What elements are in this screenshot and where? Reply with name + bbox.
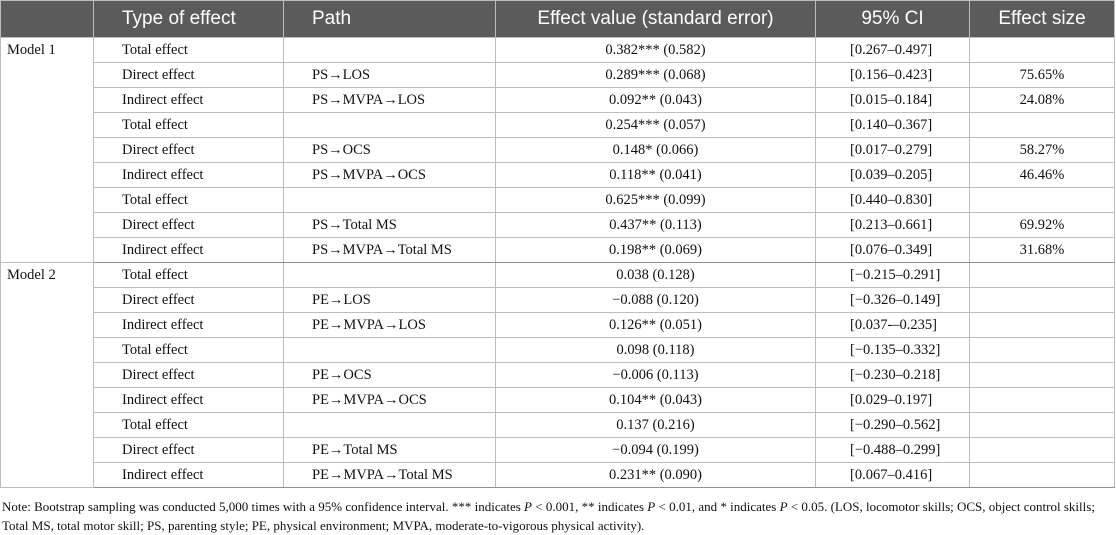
cell-effect-value: 0.092** (0.043) bbox=[496, 88, 816, 113]
cell-95-ci: [0.140–0.367] bbox=[816, 113, 970, 138]
table-row bbox=[1, 388, 1115, 413]
cell-type-of-effect: Total effect bbox=[94, 263, 284, 288]
cell-95-ci: [0.015–0.184] bbox=[816, 88, 970, 113]
cell-effect-size bbox=[970, 438, 1115, 463]
cell-type-of-effect: Indirect effect bbox=[94, 313, 284, 338]
cell-effect-size: 46.46% bbox=[970, 163, 1115, 188]
footnote-text-1: Note: Bootstrap sampling was conducted 5,000 times with a 95% confidence interval. *** indicates bbox=[2, 499, 525, 514]
table-row bbox=[1, 238, 1115, 263]
cell-type-of-effect: Direct effect bbox=[94, 63, 284, 88]
cell-effect-value: 0.231** (0.090) bbox=[496, 463, 816, 488]
cell-effect-size bbox=[970, 388, 1115, 413]
cell-path bbox=[284, 38, 496, 63]
cell-effect-size bbox=[970, 288, 1115, 313]
cell-path: PS→MVPA→OCS bbox=[284, 163, 496, 188]
footnote-p-symbol: P bbox=[779, 499, 788, 514]
cell-effect-value: 0.118** (0.041) bbox=[496, 163, 816, 188]
cell-effect-value: 0.098 (0.118) bbox=[496, 338, 816, 363]
cell-path bbox=[284, 188, 496, 213]
table-row bbox=[1, 438, 1115, 463]
cell-95-ci: [0.076–0.349] bbox=[816, 238, 970, 263]
table-row bbox=[1, 138, 1115, 163]
cell-path bbox=[284, 263, 496, 288]
cell-type-of-effect: Indirect effect bbox=[94, 88, 284, 113]
footnote-text-2: < 0.001, ** indicates bbox=[532, 499, 648, 514]
cell-type-of-effect: Direct effect bbox=[94, 288, 284, 313]
cell-type-of-effect: Total effect bbox=[94, 338, 284, 363]
cell-95-ci: [0.039–0.205] bbox=[816, 163, 970, 188]
cell-effect-value: −0.094 (0.199) bbox=[496, 438, 816, 463]
cell-95-ci: [−0.326–0.149] bbox=[816, 288, 970, 313]
cell-95-ci: [−0.215–0.291] bbox=[816, 263, 970, 288]
table-row bbox=[1, 263, 1115, 288]
cell-95-ci: [−0.135–0.332] bbox=[816, 338, 970, 363]
table-body bbox=[1, 38, 1115, 488]
cell-type-of-effect: Indirect effect bbox=[94, 238, 284, 263]
cell-effect-value: 0.148* (0.066) bbox=[496, 138, 816, 163]
header-effect-size: Effect size bbox=[970, 1, 1115, 38]
cell-type-of-effect: Direct effect bbox=[94, 363, 284, 388]
cell-effect-value: −0.088 (0.120) bbox=[496, 288, 816, 313]
cell-effect-value: 0.254*** (0.057) bbox=[496, 113, 816, 138]
model-label: Model 1 bbox=[1, 38, 94, 263]
cell-effect-value: 0.437** (0.113) bbox=[496, 213, 816, 238]
cell-path: PS→OCS bbox=[284, 138, 496, 163]
table-row bbox=[1, 113, 1115, 138]
cell-95-ci: [0.017–0.279] bbox=[816, 138, 970, 163]
cell-type-of-effect: Indirect effect bbox=[94, 463, 284, 488]
cell-95-ci: [−0.290–0.562] bbox=[816, 413, 970, 438]
footnote-text-3: < 0.01, and * indicates bbox=[655, 499, 780, 514]
cell-path bbox=[284, 113, 496, 138]
table-row bbox=[1, 338, 1115, 363]
cell-effect-size bbox=[970, 463, 1115, 488]
cell-95-ci: [0.037-–0.235] bbox=[816, 313, 970, 338]
cell-type-of-effect: Direct effect bbox=[94, 138, 284, 163]
table-row bbox=[1, 88, 1115, 113]
table-row bbox=[1, 463, 1115, 488]
cell-effect-value: 0.038 (0.128) bbox=[496, 263, 816, 288]
cell-path: PE→OCS bbox=[284, 363, 496, 388]
cell-effect-size bbox=[970, 338, 1115, 363]
cell-effect-size bbox=[970, 413, 1115, 438]
cell-effect-size: 58.27% bbox=[970, 138, 1115, 163]
cell-effect-size bbox=[970, 263, 1115, 288]
cell-effect-size: 24.08% bbox=[970, 88, 1115, 113]
cell-95-ci: [−0.488–0.299] bbox=[816, 438, 970, 463]
cell-type-of-effect: Total effect bbox=[94, 188, 284, 213]
cell-path: PE→MVPA→LOS bbox=[284, 313, 496, 338]
cell-95-ci: [0.267–0.497] bbox=[816, 38, 970, 63]
cell-path: PE→Total MS bbox=[284, 438, 496, 463]
cell-95-ci: [0.213–0.661] bbox=[816, 213, 970, 238]
cell-effect-value: 0.104** (0.043) bbox=[496, 388, 816, 413]
footnote-text-4: < 0.05. (LOS, locomotor skills; OCS, object control skills; Total MS, total motor skill; PS, parenting style; PE, physical environment; MVPA, moderate-to-vigorous physical activity). bbox=[2, 499, 1095, 533]
cell-type-of-effect: Total effect bbox=[94, 413, 284, 438]
table-footnote bbox=[2, 497, 1112, 535]
footnote-p-symbol: P bbox=[524, 499, 532, 514]
cell-effect-value: 0.198** (0.069) bbox=[496, 238, 816, 263]
cell-effect-size: 31.68% bbox=[970, 238, 1115, 263]
cell-95-ci: [0.029–0.197] bbox=[816, 388, 970, 413]
cell-effect-value: 0.289*** (0.068) bbox=[496, 63, 816, 88]
cell-effect-value: 0.625*** (0.099) bbox=[496, 188, 816, 213]
header-row bbox=[1, 1, 1115, 38]
cell-effect-value: 0.126** (0.051) bbox=[496, 313, 816, 338]
cell-effect-size bbox=[970, 363, 1115, 388]
cell-95-ci: [−0.230–0.218] bbox=[816, 363, 970, 388]
cell-effect-size: 69.92% bbox=[970, 213, 1115, 238]
cell-95-ci: [0.440–0.830] bbox=[816, 188, 970, 213]
cell-95-ci: [0.067–0.416] bbox=[816, 463, 970, 488]
cell-type-of-effect: Direct effect bbox=[94, 213, 284, 238]
header-model bbox=[1, 1, 94, 38]
cell-path: PS→MVPA→Total MS bbox=[284, 238, 496, 263]
model-label: Model 2 bbox=[1, 263, 94, 488]
table-row bbox=[1, 38, 1115, 63]
table-row bbox=[1, 313, 1115, 338]
cell-type-of-effect: Indirect effect bbox=[94, 388, 284, 413]
table-row bbox=[1, 213, 1115, 238]
cell-path: PE→MVPA→OCS bbox=[284, 388, 496, 413]
table-row bbox=[1, 63, 1115, 88]
cell-effect-size bbox=[970, 113, 1115, 138]
cell-type-of-effect: Direct effect bbox=[94, 438, 284, 463]
cell-path: PE→MVPA→Total MS bbox=[284, 463, 496, 488]
table-row bbox=[1, 363, 1115, 388]
cell-path bbox=[284, 413, 496, 438]
table-row bbox=[1, 413, 1115, 438]
header-path: Path bbox=[284, 1, 496, 38]
cell-type-of-effect: Total effect bbox=[94, 38, 284, 63]
cell-path: PE→LOS bbox=[284, 288, 496, 313]
cell-path: PS→MVPA→LOS bbox=[284, 88, 496, 113]
footnote-p-symbol: P bbox=[647, 499, 656, 514]
cell-type-of-effect: Total effect bbox=[94, 113, 284, 138]
cell-path bbox=[284, 338, 496, 363]
cell-effect-value: 0.382*** (0.582) bbox=[496, 38, 816, 63]
cell-effect-value: 0.137 (0.216) bbox=[496, 413, 816, 438]
cell-effect-value: −0.006 (0.113) bbox=[496, 363, 816, 388]
cell-effect-size bbox=[970, 313, 1115, 338]
header-type-of-effect: Type of effect bbox=[94, 1, 284, 38]
cell-type-of-effect: Indirect effect bbox=[94, 163, 284, 188]
cell-95-ci: [0.156–0.423] bbox=[816, 63, 970, 88]
table-row bbox=[1, 188, 1115, 213]
table-row bbox=[1, 288, 1115, 313]
cell-path: PS→LOS bbox=[284, 63, 496, 88]
cell-effect-size: 75.65% bbox=[970, 63, 1115, 88]
table-row bbox=[1, 163, 1115, 188]
cell-path: PS→Total MS bbox=[284, 213, 496, 238]
header-95-ci: 95% CI bbox=[816, 1, 970, 38]
cell-effect-size bbox=[970, 188, 1115, 213]
cell-effect-size bbox=[970, 38, 1115, 63]
header-effect-value: Effect value (standard error) bbox=[496, 1, 816, 38]
